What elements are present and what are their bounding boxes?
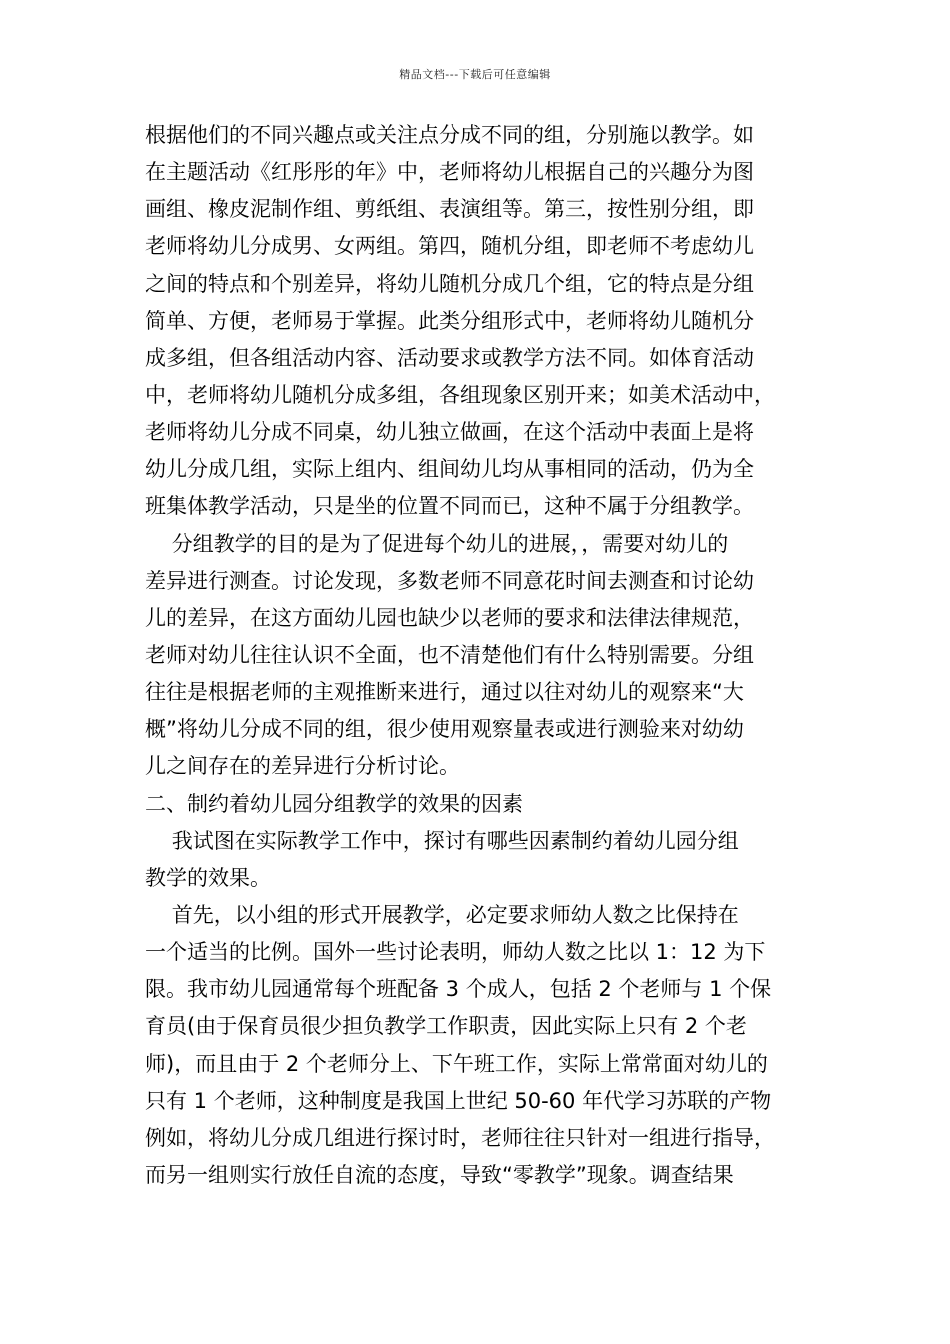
document-body	[145, 117, 825, 1194]
body-line: 一个适当的比例。国外一些讨论表明，师幼人数之比以 1：12 为下	[145, 940, 766, 965]
body-line: 儿之间存在的差异进行分析讨论。	[145, 754, 460, 779]
paragraph-start-line: 首先，以小组的形式开展教学，必定要求师幼人数之比保持在	[145, 902, 739, 927]
body-line: 画组、橡皮泥制作组、剪纸组、表演组等。第三，按性别分组，即	[145, 197, 754, 222]
body-line: 根据他们的不同兴趣点或关注点分成不同的组，分别施以教学。如	[145, 123, 754, 147]
paragraph-start-line: 我试图在实际教学工作中，探讨有哪些因素制约着幼儿园分组	[145, 828, 739, 853]
body-line: 老师将幼儿分成不同桌，幼儿独立做画，在这个活动中表面上是将	[145, 420, 754, 445]
section-heading: 二、制约着幼儿园分组教学的效果的因素	[145, 791, 523, 816]
body-line: 限。我市幼儿园通常每个班配备 3 个成人，包括 2 个老师与 1 个保	[145, 977, 772, 1002]
body-line: 简单、方便，老师易于掌握。此类分组形式中，老师将幼儿随机分	[145, 308, 754, 333]
body-line: 成多组，但各组活动内容、活动要求或教学方法不同。如体育活动	[145, 345, 754, 370]
body-line: 差异进行测查。讨论发现，多数老师不同意花时间去测查和讨论幼	[145, 568, 754, 593]
body-line: 只有 1 个老师，这种制度是我国上世纪 50-60 年代学习苏联的产物	[145, 1088, 772, 1113]
body-line: 在主题活动《红彤彤的年》中，老师将幼儿根据自己的兴趣分为图	[145, 160, 754, 185]
body-line: 而另一组则实行放任自流的态度，导致“零教学”现象。调查结果	[145, 1162, 734, 1187]
body-line: 儿的差异，在这方面幼儿园也缺少以老师的要求和法律法律规范，	[145, 605, 754, 630]
body-line: 育员(由于保育员很少担负教学工作职责，因此实际上只有 2 个老	[145, 1014, 747, 1039]
body-line: 班集体教学活动，只是坐的位置不同而已，这种不属于分组教学。	[145, 494, 754, 519]
body-line: 教学的效果。	[145, 865, 271, 890]
body-line: 中，老师将幼儿随机分成多组，各组现象区别开来；如美术活动中，	[145, 382, 775, 407]
body-line: 师)，而且由于 2 个老师分上、下午班工作，实际上常常面对幼儿的	[145, 1051, 768, 1076]
paragraph-start-line: 分组教学的目的是为了促进每个幼儿的进展，，需要对幼儿的	[145, 531, 729, 556]
page-header: 精品文档---下载后可任意编辑	[399, 68, 551, 81]
body-line: 之间的特点和个别差异，将幼儿随机分成几个组，它的特点是分组	[145, 271, 754, 296]
body-line: 老师对幼儿往往认识不全面，也不清楚他们有什么特别需要。分组	[145, 642, 754, 667]
body-line: 往往是根据老师的主观推断来进行，通过以往对幼儿的观察来“大	[145, 680, 744, 705]
body-line: 老师将幼儿分成男、女两组。第四，随机分组，即老师不考虑幼儿	[145, 234, 754, 259]
body-line: 例如，将幼儿分成几组进行探讨时，老师往往只针对一组进行指导，	[145, 1125, 775, 1150]
body-line: 概”将幼儿分成不同的组，很少使用观察量表或进行测验来对幼幼	[145, 717, 744, 742]
body-line: 幼儿分成几组，实际上组内、组间幼儿均从事相同的活动，仍为全	[145, 457, 754, 482]
